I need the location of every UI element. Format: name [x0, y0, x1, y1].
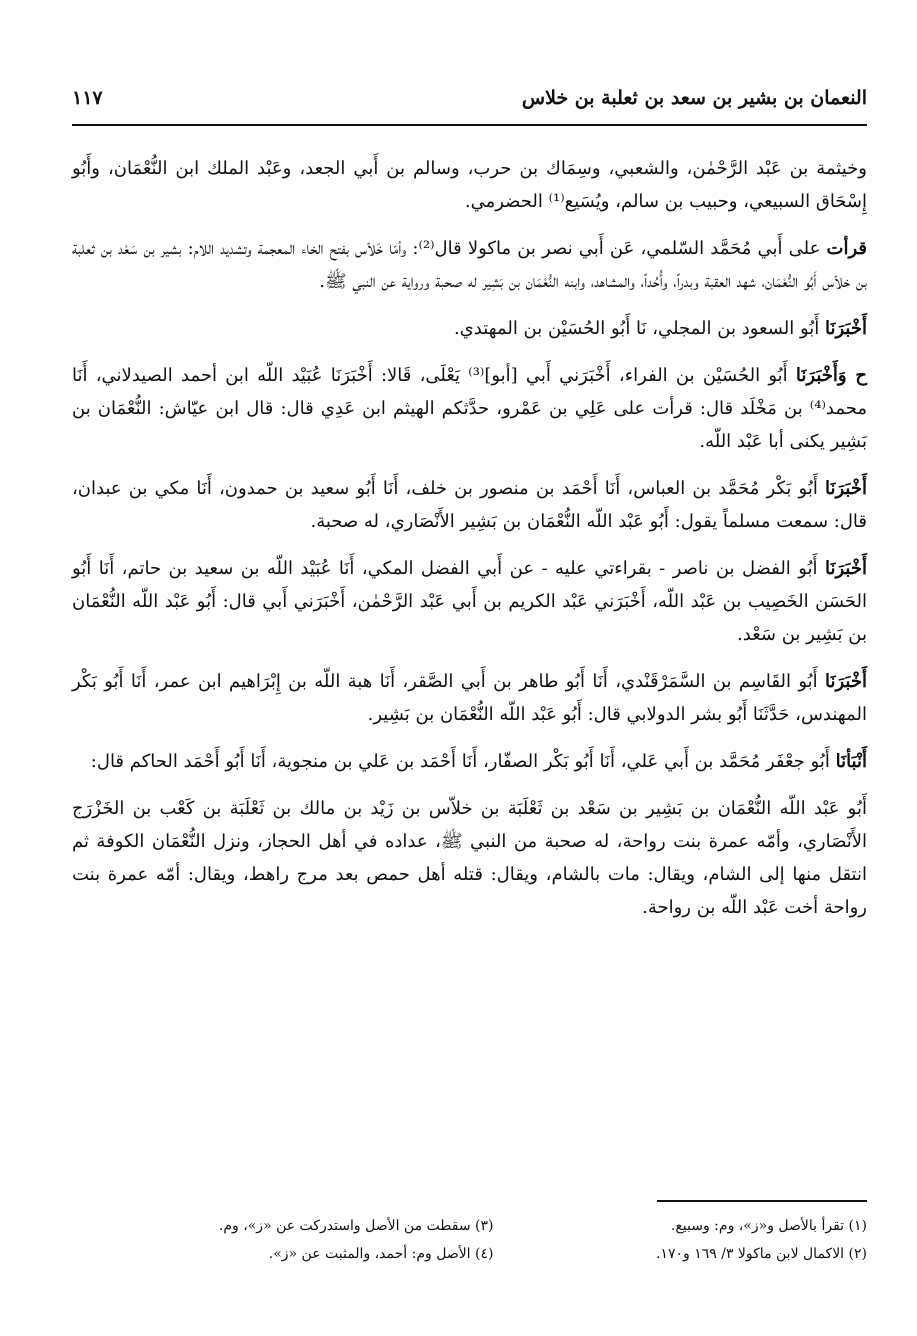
footnotes-column-right [494, 1212, 868, 1268]
footnote: (١) تقرأ بالأصل و«ز»، وم: وسبيع. [670, 1218, 867, 1234]
paragraph-text: أَبُو القَاسِم بن السَّمَرْقَنْدي، أَنَا أَبُو طاهر بن أَبي الصَّقر، أَنَا هبة اللّه بن إِبْرَاهيم ابن عمر، أَنَا أَبُو بَكْر المهندس، حَدَّثَنَا أَبُو بشر الدولابي قال: أَبُو عَبْد اللّه النُّعْمَان بن بَشِير. [72, 671, 867, 725]
paragraph-text: على أَبي مُحَمَّد السّلمي، عَن أَبي نصر بن ماكولا قال⁽²⁾: وأمّا خَلاّس بفتح الخاء المعجمة وتشديد اللام: بشير بن سَعْد بن ثعلبة بن خلاّس أَبُو النُّعْمَان، شهد العقبة وبدراً، وأُحُداً، والمشاهد، وابنه النُّعْمَان بن بَشِير له صحبة ورواية عن النبي ﷺ. [72, 238, 867, 292]
paragraph-lead: أَنْبَأنَا [835, 751, 867, 772]
footnote: (٣) سقطت من الأصل واستدركت عن «ز»، وم. [218, 1218, 494, 1234]
paragraph [72, 665, 867, 731]
paragraph-text: أَبُو جعْفَر مُحَمَّد بن أَبي عَلي، أَنَا أَبُو بَكْر الصفّار، أَنَا أَحْمَد بن عَلي بن منجوية، أَنَا أَبُو أَحْمَد الحاكم قال: [90, 751, 830, 772]
page-number: ١١٧ [72, 87, 103, 109]
paragraph-lead: ح وَأَخْبَرَنَا [795, 365, 867, 386]
paragraph-text: أَبُو السعود بن المجلي، نَا أَبُو الحُسَيْن بن المهتدي. [453, 318, 820, 339]
paragraph [72, 312, 867, 345]
paragraph [72, 472, 867, 538]
paragraph-text: أَبُو بَكْر مُحَمَّد بن العباس، أَنَا أَحْمَد بن منصور بن خلف، أَنَا أَبُو سعيد بن حمدون، أَنَا مكي بن عبدان، قال: سمعت مسلماً يقول: أَبُو عَبْد اللّه النُّعْمَان بن بَشِير الأَنْصَاري، له صحبة. [72, 478, 867, 532]
paragraph [72, 745, 867, 778]
paragraph-lead: أَخْبَرَنَا [825, 318, 867, 339]
paragraph [72, 232, 867, 298]
footnote: (٢) الاكمال لابن ماكولا ٣/ ١٦٩ و١٧٠. [655, 1246, 867, 1262]
paragraph-text: أَبُو الحُسَيْن بن الفراء، أَخْبَرَني أَبي [أبو]⁽³⁾ يَعْلَى، قَالا: أَخْبَرَنَا عُبَيْد اللّه ابن أحمد الصيدلاني، أَنَا محمد⁽⁴⁾ بن مَخْلَد قال: قرأت على عَلِي بن عَمْرو، حدَّثكم الهيثم ابن عَدِي قال: قال ابن عيّاش: النُّعْمَان بن بَشِير يكنى أبا عَبْد اللّه. [72, 365, 867, 452]
footnotes-column-left [120, 1212, 494, 1268]
main-text [72, 152, 867, 938]
paragraph [72, 359, 867, 458]
footnote: (٤) الأصل وم: أحمد، والمثبت عن «ز». [268, 1246, 494, 1262]
running-title: النعمان بن بشير بن سعد بن ثعلبة بن خلاس [521, 87, 867, 109]
paragraph [72, 552, 867, 651]
paragraph-text: وخيثمة بن عَبْد الرَّحْمٰن، والشعبي، وسِمَاك بن حرب، وسالم بن أَبي الجعد، وعَبْد الملك ابن النُّعْمَان، وأَبُو إِسْحَاق السبيعي، وحبيب بن سالم، ويُسَيع⁽¹⁾ الحضرمي. [72, 158, 867, 212]
paragraph-text: أَبُو الفضل بن ناصر - بقراءتي عليه - عن أَبي الفضل المكي، أَنَا عُبَيْد اللّه بن سعيد بن حاتم، أَنَا أَبُو الحَسَن الخَصِيب بن عَبْد اللّه، أَخْبَرَني عَبْد الكريم بن أَبي عَبْد الرَّحْمٰن، أَخْبَرَني أَبي قال: أَبُو عَبْد اللّه النُّعْمَان بن بَشِير بن سَعْد. [72, 558, 867, 645]
paragraph-lead: قرأت [826, 238, 868, 259]
paragraph-lead: أَخْبَرَنَا [824, 671, 867, 692]
paragraph [72, 792, 867, 924]
paragraph-lead: أَخْبَرَنَا [825, 558, 867, 579]
header-rule [72, 124, 867, 126]
paragraph-text: أَبُو عَبْد اللّه النُّعْمَان بن بَشِير بن سَعْد بن ثَعْلَبَة بن خلاّس بن زَيْد بن مالك بن ثَعْلَبَة بن كَعْب بن الخَزْرَج الأَنْصَاري، وأمّه عمرة بنت رواحة، له صحبة من النبي ﷺ، عداده في أهل الحجاز، ونزل النُّعْمَان الكوفة ثم انتقل منها إلى الشام، ويقال: مات بالشام، ويقال: قتله أهل حمص بعد مرج راهط، ويقال: أمّه عمرة بنت رواحة أخت عَبْد اللّه بن رواحة. [72, 798, 867, 918]
page-header [72, 82, 867, 122]
footnotes-rule [657, 1200, 867, 1202]
paragraph-lead: أَخْبَرَنَا [825, 478, 867, 499]
paragraph [72, 152, 867, 218]
